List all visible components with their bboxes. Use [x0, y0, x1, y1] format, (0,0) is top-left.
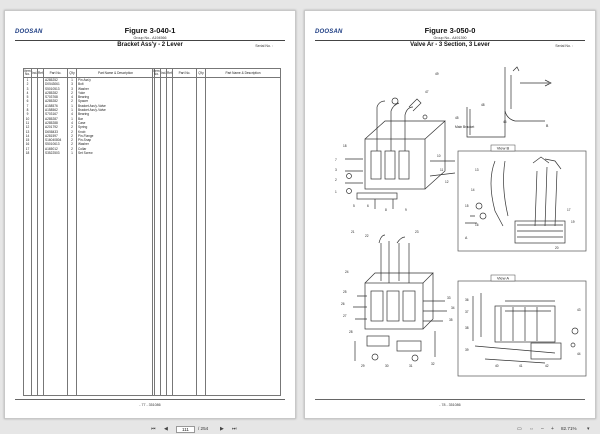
- cell-part-no: A165012: [44, 147, 68, 151]
- cell-item-no: 5: [24, 95, 32, 99]
- callout-number: 12: [445, 180, 449, 184]
- zoom-in-icon[interactable]: +: [551, 426, 554, 432]
- parts-table-right: [152, 68, 281, 396]
- col-item-no: Item No.: [24, 69, 31, 76]
- callout-number: 11: [440, 168, 444, 172]
- cell-part-name: Pin Ass'y: [77, 78, 155, 83]
- cell-part-name: Bearing: [77, 112, 155, 116]
- callout-number: 45: [455, 116, 459, 120]
- callout-number: 41: [519, 364, 523, 368]
- callout-number: 36: [465, 298, 469, 302]
- cell-part-no: A285282: [44, 91, 68, 95]
- cell-qty: 3: [68, 82, 77, 86]
- exploded-parts-diagram: [305, 11, 597, 420]
- cell-qty: 4: [68, 95, 77, 99]
- cell-part-name: Washer: [77, 142, 155, 146]
- cell-qty: 2: [68, 91, 77, 95]
- zoom-level[interactable]: 82.71%: [561, 426, 577, 431]
- col-part-name: Part Name & Description: [77, 69, 155, 78]
- callout-number: 31: [409, 364, 413, 368]
- cell-part-name: Washer: [77, 87, 155, 91]
- cell-item-no: 6: [24, 99, 32, 103]
- cell-part-no: S703768: [44, 95, 68, 99]
- cell-part-name: Bracket Ass'y-Valve: [77, 108, 155, 112]
- cell-qty: 2: [68, 142, 77, 146]
- zoom-out-icon[interactable]: –: [541, 426, 544, 432]
- callout-number: 3: [335, 168, 337, 172]
- cell-qty: 1: [68, 104, 77, 108]
- callout-number: 15: [465, 204, 469, 208]
- cell-part-no: A285287: [44, 117, 68, 121]
- footer-divider: [15, 399, 285, 400]
- cell-part-name: Case: [77, 121, 155, 125]
- last-page-icon[interactable]: ⏭: [232, 426, 237, 432]
- left-page: [4, 10, 296, 419]
- cell-item-no: 7: [24, 104, 32, 108]
- callout-number: 8: [385, 208, 387, 212]
- view-a-label: View A: [496, 275, 510, 281]
- col-part-name: Part Name & Description: [206, 69, 281, 78]
- cell-part-no: S5010513: [44, 87, 68, 91]
- cell-item-no: 18: [24, 151, 32, 155]
- col-part-no: Part No.: [44, 69, 68, 78]
- callout-number: 40: [495, 364, 499, 368]
- cell-part-name: Pin-Flange: [77, 134, 155, 138]
- cell-qty: 2: [68, 147, 77, 151]
- cell-item-no: 2: [24, 82, 32, 86]
- callout-number: 2: [335, 178, 337, 182]
- cell-part-no: A201792: [44, 125, 68, 129]
- cell-item-no: 10: [24, 117, 32, 121]
- serial-number: Serial No. :: [555, 44, 573, 48]
- previous-page-icon[interactable]: ◀: [164, 426, 168, 432]
- footer-divider: [315, 399, 585, 400]
- cell-item-no: 15: [24, 138, 32, 142]
- cell-item-no: 12: [24, 125, 32, 129]
- callout-number: 21: [351, 230, 355, 234]
- callout-number: 38: [465, 326, 469, 330]
- cell-part-name: Collar: [77, 147, 155, 151]
- col-ref: Ref.: [38, 69, 44, 78]
- view-b-tag: B: [546, 124, 549, 128]
- cell-part-no: S703167: [44, 112, 68, 116]
- cell-part-name: Spring: [77, 125, 155, 129]
- cell-qty: 2: [68, 125, 77, 129]
- cell-part-no: S16040804: [44, 138, 68, 142]
- cell-item-no: 8: [24, 108, 32, 112]
- parts-table-left: [23, 68, 155, 396]
- col-qty: Q'ty: [197, 69, 206, 78]
- figure-title: Figure 3-050-0: [424, 26, 476, 35]
- doosan-logo: DOOSAN: [15, 29, 43, 35]
- serial-number: Serial No. :: [255, 44, 273, 48]
- cell-part-name: Knob: [77, 130, 155, 134]
- main-bracket-label: Main Bracket: [455, 125, 475, 129]
- callout-number: 18: [343, 144, 347, 148]
- cell-part-name: Bearing: [77, 95, 155, 99]
- callout-number: 1: [335, 190, 337, 194]
- cell-item-no: 16: [24, 142, 32, 146]
- callout-number: 27: [343, 314, 347, 318]
- total-pages: / 254: [198, 426, 209, 431]
- cell-part-name: Bar: [77, 117, 155, 121]
- page-number-input[interactable]: [176, 426, 195, 433]
- cell-part-no: A158562: [44, 108, 68, 112]
- cell-qty: 2: [68, 130, 77, 134]
- col-ind: Ind.: [161, 69, 167, 78]
- next-page-icon[interactable]: ▶: [220, 426, 224, 432]
- cell-qty: 4: [68, 121, 77, 125]
- view-b-label: View B: [496, 145, 510, 151]
- zoom-dropdown-icon[interactable]: ▾: [587, 426, 590, 432]
- cell-part-no: D0543061: [44, 82, 68, 86]
- figure-title: Figure 3-040-1: [124, 26, 176, 35]
- col-ind: Ind.: [32, 69, 38, 78]
- callout-number: 47: [425, 90, 429, 94]
- doosan-logo: DOOSAN: [315, 29, 343, 35]
- callout-number: 16: [475, 223, 479, 227]
- cell-part-name: Pin-Snap: [77, 138, 155, 142]
- cell-qty: 1: [68, 78, 77, 83]
- callout-number: 25: [343, 290, 347, 294]
- view-a-tag: A: [465, 236, 468, 240]
- cell-item-no: 11: [24, 121, 32, 125]
- callout-number: 9: [405, 208, 407, 212]
- cell-qty: 2: [68, 134, 77, 138]
- callout-number: 34: [451, 306, 455, 310]
- cell-qty: 3: [68, 87, 77, 91]
- cell-item-no: 1: [24, 78, 32, 83]
- header-divider: [15, 40, 285, 41]
- callout-number: 49: [435, 72, 439, 76]
- callout-number: 19: [571, 220, 575, 224]
- callout-number: 28: [349, 330, 353, 334]
- callout-number: 33: [447, 296, 451, 300]
- cell-part-no: A285282: [44, 99, 68, 103]
- col-qty: Q'ty: [68, 69, 77, 78]
- figure-subtitle: Valve Ar - 3 Section, 3 Lever: [410, 42, 490, 48]
- cell-item-no: 4: [24, 91, 32, 95]
- col-item-no: Item No.: [153, 69, 160, 76]
- first-page-icon[interactable]: ⏮: [151, 426, 156, 432]
- fit-width-icon[interactable]: ⇔: [529, 426, 534, 432]
- fit-page-icon[interactable]: ▭: [517, 426, 522, 432]
- callout-number: 14: [471, 188, 475, 192]
- callout-number: 10: [437, 154, 441, 158]
- callout-number: 7: [335, 158, 337, 162]
- cell-item-no: 13: [24, 130, 32, 134]
- cell-item-no: 9: [24, 112, 32, 116]
- cell-item-no: 14: [24, 134, 32, 138]
- cell-part-no: A285252: [44, 78, 68, 83]
- cell-qty: 1: [68, 151, 77, 155]
- callout-number: 29: [361, 364, 365, 368]
- callout-number: 23: [415, 230, 419, 234]
- callout-number: 17: [567, 208, 571, 212]
- callout-number: 48: [481, 103, 485, 107]
- cell-part-name: Set Screw: [77, 151, 155, 155]
- cell-part-no: A285288: [44, 121, 68, 125]
- cell-qty: 2: [68, 99, 77, 103]
- callout-number: 5: [353, 204, 355, 208]
- cell-part-name: Bolt: [77, 82, 155, 86]
- cell-part-no: A281597: [44, 134, 68, 138]
- cell-part-no: A158576: [44, 104, 68, 108]
- callout-number: 43: [577, 308, 581, 312]
- cell-qty: 4: [68, 112, 77, 116]
- page-number: - 77 - 351086: [139, 403, 161, 407]
- callout-number: 22: [365, 234, 369, 238]
- cell-part-no: D658433: [44, 130, 68, 134]
- cell-qty: 1: [68, 117, 77, 121]
- callout-number: 42: [545, 364, 549, 368]
- group-number: Group No.- A491390: [433, 36, 467, 40]
- cell-qty: 2: [68, 138, 77, 142]
- cell-part-no: S3522503: [44, 151, 68, 155]
- callout-number: 13: [475, 168, 479, 172]
- cell-item-no: 3: [24, 87, 32, 91]
- callout-number: 24: [345, 270, 349, 274]
- callout-number: 37: [465, 310, 469, 314]
- cell-qty: 1: [68, 108, 77, 112]
- callout-number: 32: [431, 362, 435, 366]
- callout-number: 20: [555, 246, 559, 250]
- callout-number: 39: [465, 348, 469, 352]
- page-number: - 78 - 351086: [439, 403, 461, 407]
- right-page: [304, 10, 596, 419]
- col-ref: Ref.: [167, 69, 173, 78]
- cell-part-name: Yoke: [77, 91, 155, 95]
- callout-number: 30: [385, 364, 389, 368]
- pdf-viewer-toolbar: [0, 424, 600, 434]
- group-number: Group No.- A194566: [133, 36, 167, 40]
- callout-number: 26: [341, 302, 345, 306]
- cell-item-no: 17: [24, 147, 32, 151]
- callout-number: 46: [503, 120, 507, 124]
- callout-number: 6: [367, 204, 369, 208]
- cell-part-name: Bracket Ass'y-Valve: [77, 104, 155, 108]
- callout-number: 44: [577, 352, 581, 356]
- callout-number: 35: [449, 318, 453, 322]
- cell-part-no: S5010613: [44, 142, 68, 146]
- col-part-no: Part No.: [173, 69, 197, 78]
- cell-part-name: Spacer: [77, 99, 155, 103]
- figure-subtitle: Bracket Ass'y - 2 Lever: [117, 42, 183, 48]
